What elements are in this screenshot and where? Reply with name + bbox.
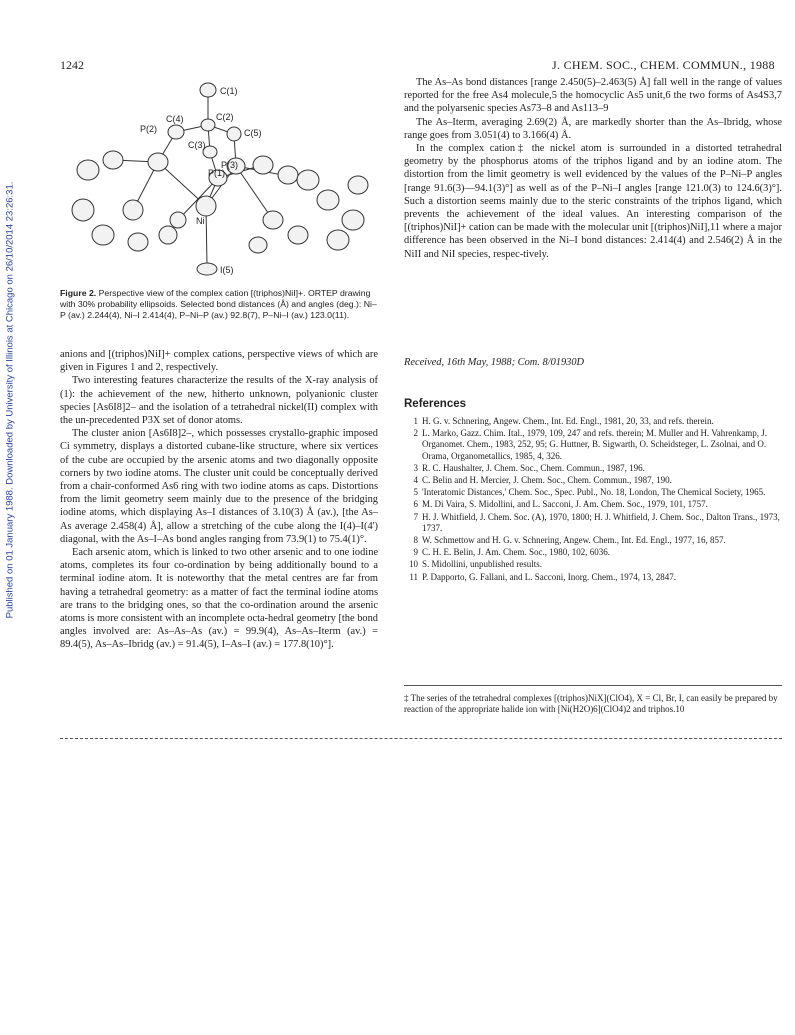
figure-caption [60, 288, 378, 321]
atom-label-c5: C(5) [244, 128, 262, 138]
reference-number: 4 [413, 475, 418, 486]
reference-item [404, 559, 782, 570]
reference-text: C. H. E. Belin, J. Am. Chem. Soc., 1980, 102, 6036. [422, 547, 611, 558]
reference-number: 6 [413, 499, 418, 510]
atom-label-c3: C(3) [188, 140, 206, 150]
reference-text: H. J. Whitfield, J. Chem. Soc. (A), 1970, 1800; H. J. Whitfield, J. Chem. Soc., Dalton Trans., 1973, 1737. [422, 511, 780, 533]
reference-number: 8 [413, 535, 418, 546]
atom-label-p1: P(1) [208, 168, 226, 178]
atom-label-c2: C(2) [216, 112, 234, 122]
caption-label: Figure 2. [60, 288, 97, 298]
reference-text: P. Dapporto, G. Fallani, and L. Sacconi, Inorg. Chem., 1974, 13, 2847. [422, 571, 677, 582]
right-column [404, 76, 782, 261]
atom-label-c1: C(1) [220, 86, 238, 96]
atom-label-ni: Ni [196, 216, 205, 226]
references-heading: References [404, 398, 467, 410]
left-column [60, 348, 378, 652]
reference-number: 1 [413, 416, 418, 426]
reference-number: 10 [409, 559, 418, 570]
download-notice: Published on 01 January 1988. Downloaded by University of Illinois at Chicago on 26/10/2014 23:26:31. [4, 181, 16, 619]
page-number: 1242 [60, 58, 84, 72]
paragraph: The As–Iterm, averaging 2.69(2) Å, are markedly shorter than the As–Ibridg, whose range goes from 3.051(4) to 3.166(4) Å. [404, 116, 782, 141]
references-list [404, 416, 782, 584]
download-sidebar [2, 140, 18, 660]
reference-item [404, 547, 782, 558]
reference-item [404, 416, 782, 427]
reference-text: H. G. v. Schnering, Angew. Chem., Int. Ed. Engl., 1981, 20, 33, and refs. therein. [422, 416, 714, 426]
paragraph: Each arsenic atom, which is linked to two other arsenic and to one iodine atoms, completes its four co-ordination by being additionally bound to a terminal iodine atom. It is noteworthy that the metal centres are far from having a tetrahedral geometry: as a matter of fact the terminal iodine atoms are trans to the bridging ones, so that the co-ordination around the arsenic atoms is more consistent with an incomplete octa-hedral geometry [the bond angles involved are: As–As–As (av.) = 99.9(4), As–As–Iterm (av.) = 89.4(5), As–As–Ibridg (av.) = 91.4(5), I–As–I (av.) = 177.8(10)°]. [60, 547, 378, 651]
paragraph: The cluster anion [As6I8]2–, which possesses crystallo-graphic imposed Ci symmetry, displays a distorted cubane-like structure, where six vertices of the cube are occupied by the arsenic atoms and two diagonally opposite corners by two iodine atoms. The cluster unit could be conceptually derived from a chair-conformed As6 ring with two iodine atoms as caps. Distortions from the limit geometry seem mainly due to the presence of the bridging iodine atoms, which displaying As–I distances of 3.10(3) Å (av.), [the As–As average 2.458(4) Å], allow a stretching of the cube along the I(4)–I(4') diagonal, with the As–I–As bond angles ranging from 73.9(1) to 75.4(1)°. [60, 428, 378, 545]
reference-number: 11 [409, 571, 418, 582]
reference-item [404, 512, 782, 534]
paragraph: In the complex cation‡ the nickel atom is surrounded in a distorted tetrahedral geometry by the phosphorus atoms of the triphos ligand and by an iodine atom. The distortion from the limit geometry is well evidenced by the values of the P–Ni–P angles [range 91.6(3)—94.1(3)°] as well as of the P–Ni–I angles [range 121.0(3) to 124.6(3)°]. Such a distortion seems mainly due to the steric constraints of the triphos ligand, which prevents the achievement of the ideal values. An interesting comparison of the [(triphos)NiI]+ cation can be made with the molecular unit [(triphos)NiI],11 where a major difference has been observed in the Ni–I bond distances: 2.414(4) and 2.546(2) Å in the NiII and NiI species, respec-tively. [404, 143, 782, 260]
atom-label-i5: I(5) [220, 265, 234, 275]
paragraph: anions and [(triphos)NiI]+ complex cations, perspective views of which are given in Figures 1 and 2, respectively. [60, 349, 378, 374]
paragraph: The As–As bond distances [range 2.450(5)–2.463(5) Å] fall well in the range of values reported for the free As4 molecule,5 the homocyclic As5 unit,6 the two forms of As4S3,7 and the polyarsenic species As73–8 and As113–9 [404, 77, 782, 115]
ortep-figure [58, 70, 378, 290]
reference-text: M. Di Vaira, S. Midollini, and L. Sacconi, J. Am. Chem. Soc., 1979, 101, 1757. [422, 499, 708, 510]
paragraph: Two interesting features characterize the results of the X-ray analysis of (1): the achievement of the new, hitherto unknown, polyanionic cluster species [As6I8]2– and the isolation of a tetrahedral nickel(II) complex with the un-precedented P3X set of donor atoms. [60, 375, 378, 427]
reference-number: 5 [413, 487, 418, 498]
atom-label-c4: C(4) [166, 114, 184, 124]
reference-number: 2 [413, 428, 418, 439]
reference-item [404, 475, 782, 486]
reference-number: 9 [413, 547, 418, 558]
reference-number: 7 [413, 511, 418, 522]
reference-text: C. Belin and H. Mercier, J. Chem. Soc., Chem. Commun., 1987, 190. [422, 475, 672, 486]
reference-text: L. Marko, Gazz. Chim. Ital., 1979, 109, 247 and refs. therein; M. Muller and H. Vahrenkamp, J. Organomet. Chem., 1983, 252, 95; G. Huttner, B. Sigwarth, O. Scheidsteger, L. Zsolnai, and O. Orama, Organometallics, 1985, 4, 326. [422, 428, 768, 461]
footnote-divider [404, 685, 782, 686]
atom-label-p2: P(2) [140, 124, 158, 134]
reference-number: 3 [413, 462, 418, 473]
footnote: ‡ The series of the tetrahedral complexes [(triphos)NiX](ClO4), X = Cl, Br, I, can easily be prepared by reaction of the appropriate halide ion with [Ni(H2O)6](ClO4)2 and triphos.10 [404, 693, 778, 715]
received-line: Received, 16th May, 1988; Com. 8/01930D [404, 357, 585, 368]
reference-item [404, 535, 782, 546]
reference-item [404, 572, 782, 583]
caption-text: Perspective view of the complex cation [(triphos)NiI]+. ORTEP drawing with 30% probability ellipsoids. Selected bond distances (Å) and angles (deg.): Ni–P (av.) 2.244(4), Ni–I 2.414(4), P–Ni–P (av.) 92.8(7), P–Ni–I (av.) 123.0(11). [60, 288, 377, 320]
page-bottom-rule [60, 738, 782, 739]
reference-text: S. Midollini, unpublished results. [422, 559, 543, 570]
reference-item [404, 499, 782, 510]
reference-text: 'Interatomic Distances,' Chem. Soc., Spec. Publ., No. 18, London, The Chemical Society, 1965. [422, 487, 766, 498]
reference-text: W. Schmettow and H. G. v. Schnering, Angew. Chem., Int. Ed. Engl., 1977, 16, 857. [422, 535, 726, 546]
reference-item [404, 463, 782, 474]
reference-text: R. C. Haushalter, J. Chem. Soc., Chem. Commun., 1987, 196. [422, 462, 645, 473]
atom-label-p3: P(3) [221, 160, 239, 170]
ortep-drawing [58, 70, 378, 290]
reference-item [404, 487, 782, 498]
reference-item [404, 428, 782, 462]
journal-header: J. CHEM. SOC., CHEM. COMMUN., 1988 [552, 58, 775, 72]
